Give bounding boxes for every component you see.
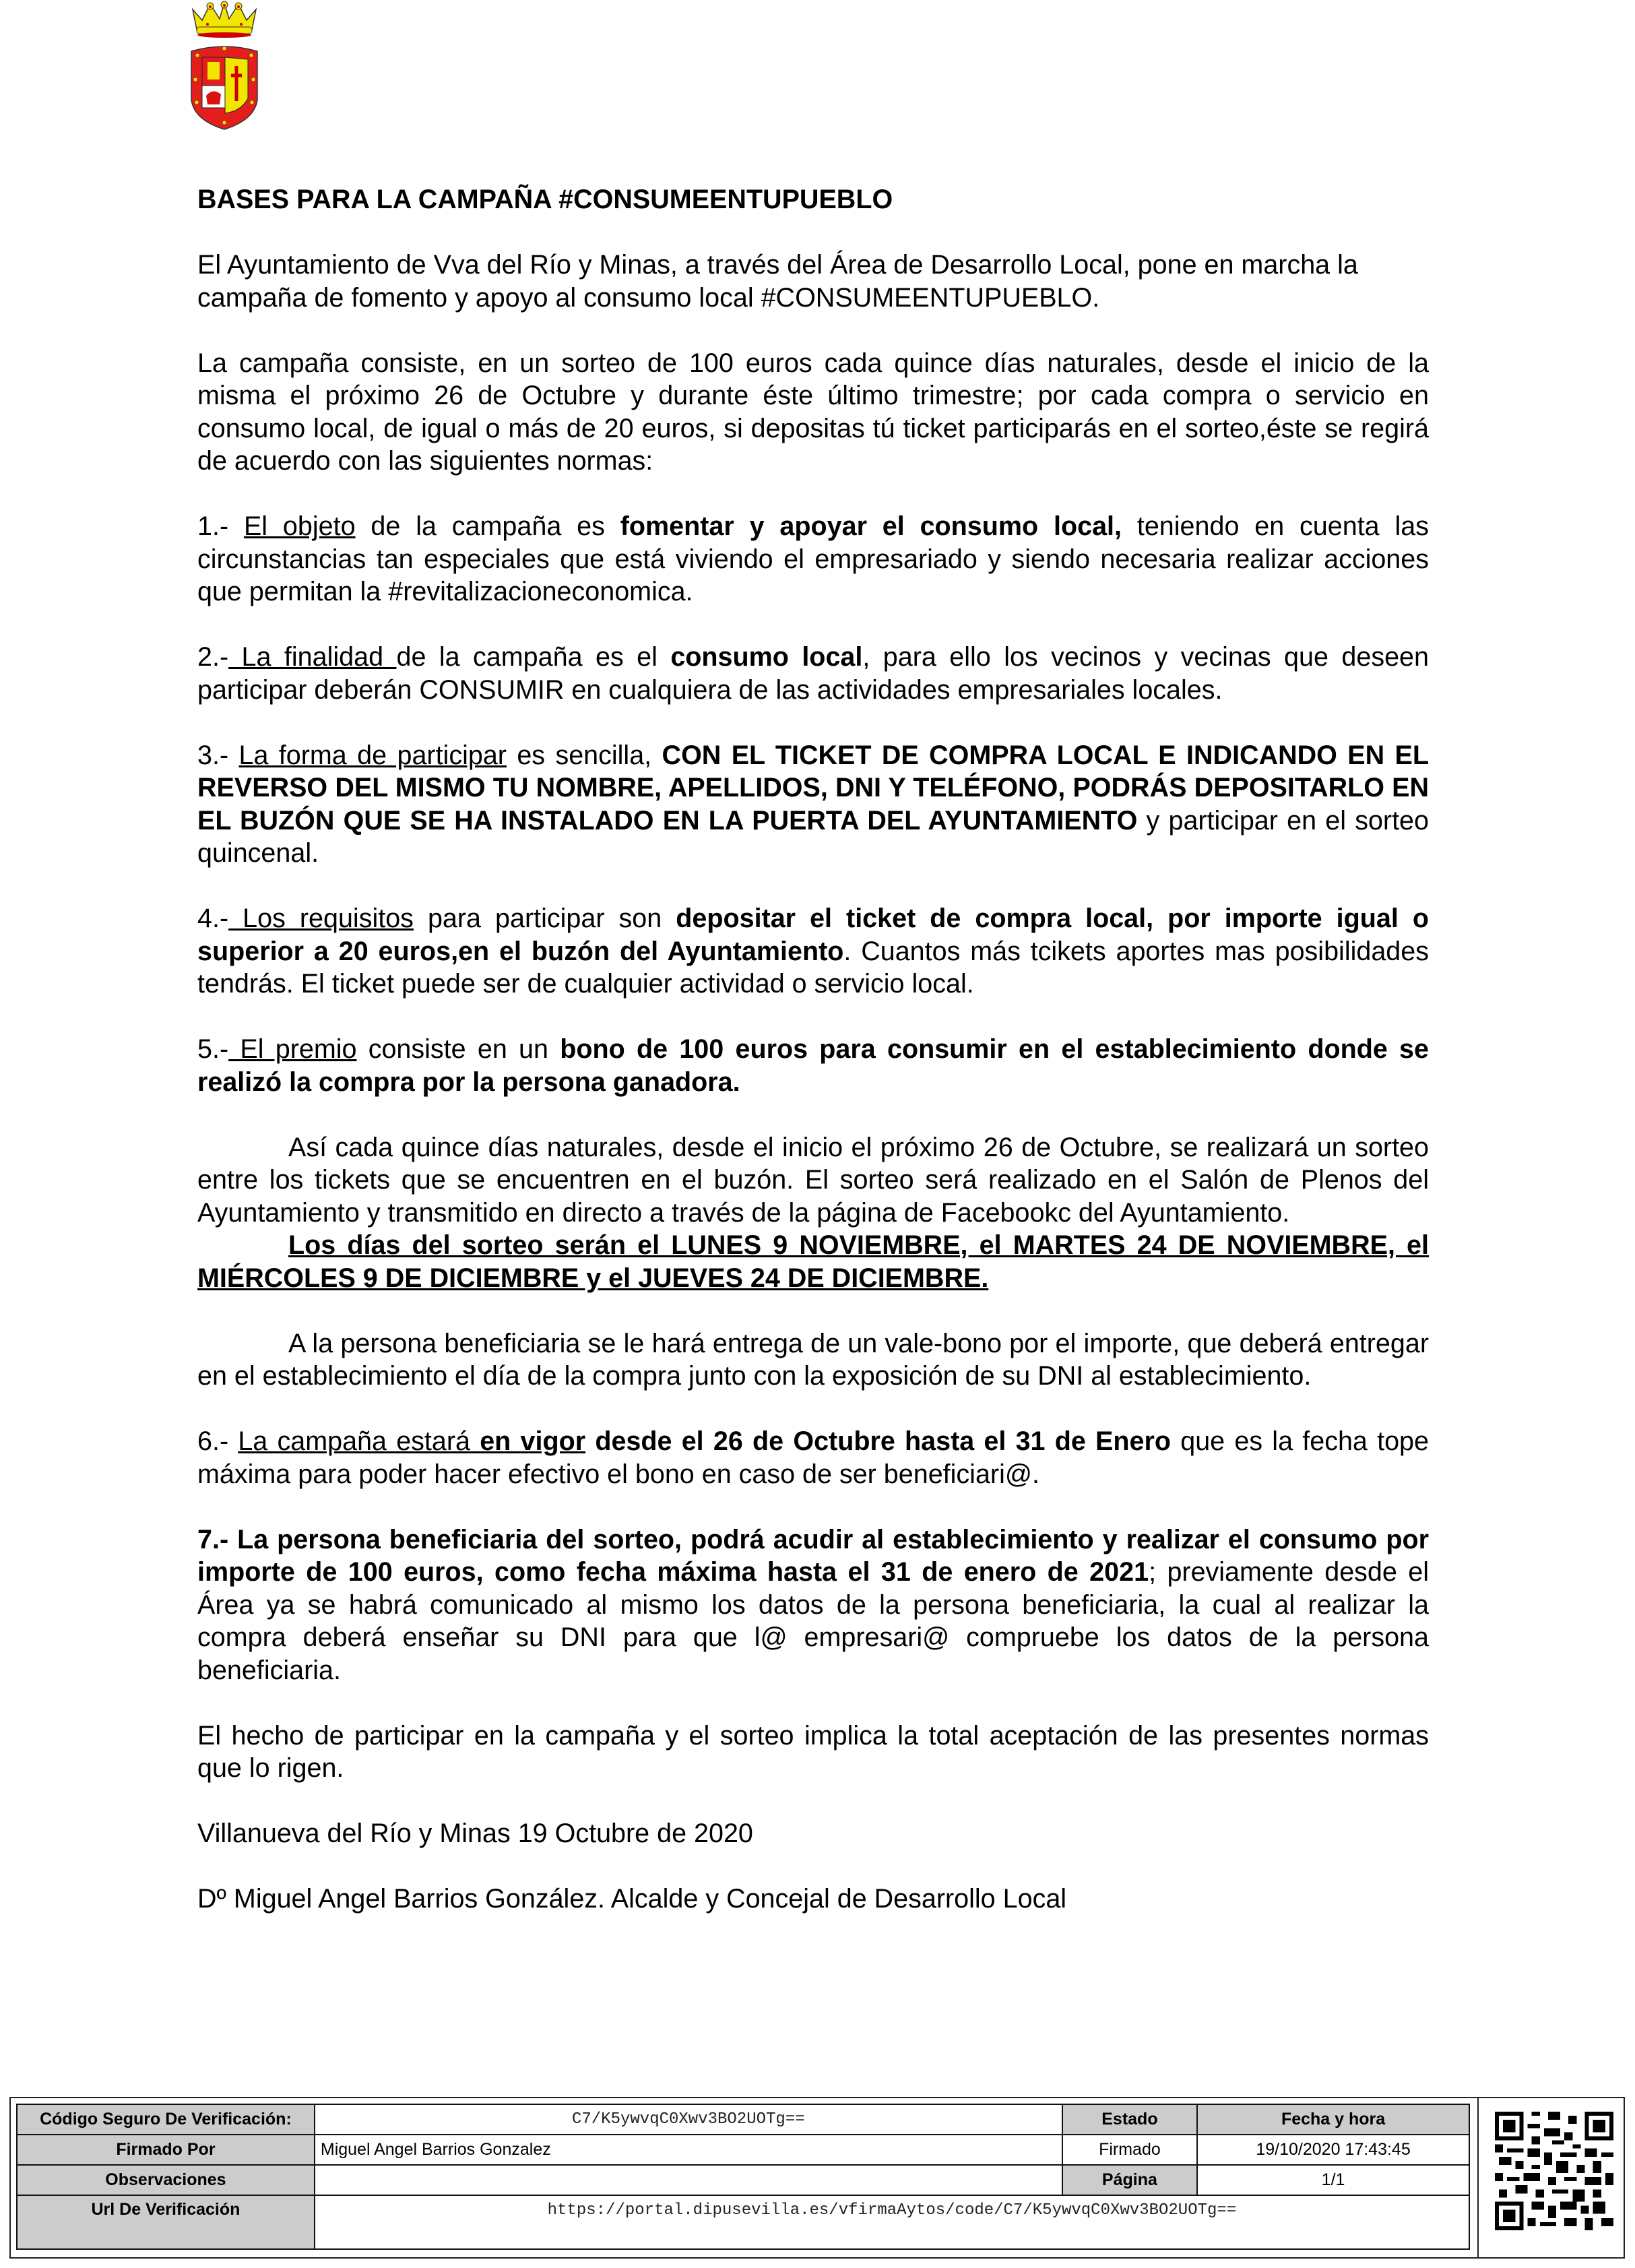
rule-4 <box>197 902 1429 1001</box>
description-paragraph: La campaña consiste, en un sorteo de 100 euros cada quince días naturales, desde el inicio de la misma el próximo 26 de Octubre y durante éste último trimestre; por cada compra o servicio en consumo local, de igual o más de 20 euros, si depositas tú ticket participarás en el sorteo,éste se regirá de acuerdo con las siguientes normas: <box>197 348 1429 476</box>
url-value[interactable]: https://portal.dipusevilla.es/vfirmaAytos/code/C7/K5ywvqC0Xwv3BO2UOTg== <box>315 2195 1469 2249</box>
rule-1 <box>197 510 1429 608</box>
datetime-value: 19/10/2020 17:43:45 <box>1197 2135 1469 2165</box>
rule-heading: Los requisitos <box>228 904 414 933</box>
rule-3 <box>197 739 1429 870</box>
rule-text: de la campaña es <box>355 511 620 541</box>
rule-number: 4.- <box>197 904 229 933</box>
verification-footer <box>9 2097 1625 2259</box>
rule-text: que es la fecha tope máxima para poder hacer efectivo el bono en caso de ser beneficiari@. <box>197 1426 1429 1489</box>
rule-heading-emphasis: en vigor <box>480 1426 586 1456</box>
code-value: C7/K5ywvqC0Xwv3BO2UOTg== <box>315 2104 1062 2135</box>
rule-2 <box>197 641 1429 706</box>
rule-number: 5.- <box>197 1034 229 1064</box>
voucher-paragraph: A la persona beneficiaria se le hará entrega de un vale-bono por el importe, que deberá entregar en el establecimiento el día de la compra junto con la exposición de su DNI al establecimiento. <box>197 1328 1429 1391</box>
qr-container <box>1477 2098 1624 2257</box>
rule-5 <box>197 1033 1429 1098</box>
table-row <box>17 2135 1469 2165</box>
page-value: 1/1 <box>1197 2165 1469 2195</box>
rule-heading: La finalidad <box>228 642 397 672</box>
rule-text: y participar en el sorteo quincenal. <box>197 805 1429 868</box>
page-label: Página <box>1062 2165 1197 2195</box>
crown-icon <box>193 1 256 38</box>
code-label: Código Seguro De Verificación: <box>17 2104 315 2135</box>
draw-paragraph: Así cada quince días naturales, desde el inicio el próximo 26 de Octubre, se realizará un sorteo entre los tickets que se encuentren en el buzón. El sorteo será realizado en el Salón de Plenos del Ayuntamiento y transmitido en directo a través de la página de Facebookc del Ayuntamiento. <box>197 1132 1429 1228</box>
table-row <box>17 2195 1469 2249</box>
observations-label: Observaciones <box>17 2165 315 2195</box>
url-label: Url De Verificación <box>17 2195 315 2249</box>
qr-code-icon[interactable] <box>1495 2112 1613 2230</box>
rule-text: teniendo en cuenta las circunstancias tan especiales que está viviendo el empresariado y siendo necesaria realizar acciones que permitan la #revitalizacioneconomica. <box>197 511 1430 606</box>
datetime-label: Fecha y hora <box>1197 2104 1469 2135</box>
table-row <box>17 2165 1469 2195</box>
coat-of-arms-icon <box>187 0 261 131</box>
intro-paragraph: El Ayuntamiento de Vva del Río y Minas, a través del Área de Desarrollo Local, pone en marcha la campaña de fomento y apoyo al consumo local #CONSUMEENTUPUEBLO. <box>197 250 1358 313</box>
rule-text: . Cuantos más tcikets aportes mas posibilidades tendrás. El ticket puede ser de cualquier actividad o servicio local. <box>197 936 1429 999</box>
acceptance-paragraph: El hecho de participar en la campaña y el sorteo implica la total aceptación de las presentes normas que lo rigen. <box>197 1720 1429 1783</box>
place-date: Villanueva del Río y Minas 19 Octubre de 2020 <box>197 1819 753 1848</box>
verification-table <box>16 2104 1470 2250</box>
rule-text: de la campaña es el <box>396 642 671 672</box>
rule-text: ; previamente desde el Área ya se habrá comunicado al mismo los datos de la persona beneficiaria, la cual al realizar la compra deberá enseñar su DNI para que l@ empresari@ compruebe los datos de la persona beneficiaria. <box>197 1557 1429 1685</box>
document-title: BASES PARA LA CAMPAÑA #CONSUMEENTUPUEBLO <box>197 185 893 214</box>
rule-emphasis: consumo local <box>670 642 863 672</box>
rule-emphasis: bono de 100 euros para consumir en el establecimiento donde se realizó la compra por la persona ganadora. <box>197 1034 1429 1097</box>
rule-heading: El premio <box>228 1034 357 1064</box>
rule-number: 6.- <box>197 1426 238 1456</box>
signature-line: Dº Miguel Angel Barrios González. Alcalde y Concejal de Desarrollo Local <box>197 1884 1067 1914</box>
rule-emphasis: depositar el ticket de compra local, por importe igual o superior a 20 euros,en el buzón del Ayuntamiento <box>197 904 1429 966</box>
rule-number: 2.- <box>197 642 229 672</box>
shield-icon <box>191 46 257 129</box>
rule-number: 1.- <box>197 511 244 541</box>
table-row <box>17 2104 1469 2135</box>
rule-number: 3.- <box>197 740 239 770</box>
status-label: Estado <box>1062 2104 1197 2135</box>
rule-heading: El objeto <box>243 511 356 541</box>
signed-by-value: Miguel Angel Barrios Gonzalez <box>315 2135 1062 2165</box>
rule-emphasis: 7.- La persona beneficiaria del sorteo, podrá acudir al establecimiento y realizar el consumo por importe de 100 euros, como fecha máxima hasta el 31 de enero de 2021 <box>197 1524 1429 1587</box>
draw-dates: Los días del sorteo serán el LUNES 9 NOVIEMBRE, el MARTES 24 DE NOVIEMBRE, el MIÉRCOLES 9 DE DICIEMBRE y el JUEVES 24 DE DICIEMBRE. <box>197 1230 1429 1293</box>
rule-heading: La campaña estará <box>238 1426 480 1456</box>
rule-text: consiste en un <box>356 1034 560 1064</box>
rule-emphasis: CON EL TICKET DE COMPRA LOCAL E INDICANDO EN EL REVERSO DEL MISMO TU NOMBRE, APELLIDOS, DNI Y TELÉFONO, PODRÁS DEPOSITARLO EN EL BUZÓN QUE SE HA INSTALADO EN LA PUERTA DEL AYUNTAMIENTO <box>197 740 1429 836</box>
rule-text: , para ello los vecinos y vecinas que deseen participar deberán CONSUMIR en cualquiera de las actividades empresariales locales. <box>197 642 1429 705</box>
document-body <box>197 183 1429 1916</box>
rule-heading: La forma de participar <box>238 740 507 770</box>
rule-text: es sencilla, <box>506 740 662 770</box>
rule-7 <box>197 1523 1429 1687</box>
rule-emphasis: fomentar y apoyar el consumo local, <box>620 511 1122 541</box>
observations-value <box>315 2165 1062 2195</box>
signed-by-label: Firmado Por <box>17 2135 315 2165</box>
status-value: Firmado <box>1062 2135 1197 2165</box>
rule-6 <box>197 1425 1429 1490</box>
rule-emphasis: desde el 26 de Octubre hasta el 31 de Enero <box>585 1426 1172 1456</box>
rule-text: para participar son <box>413 904 676 933</box>
